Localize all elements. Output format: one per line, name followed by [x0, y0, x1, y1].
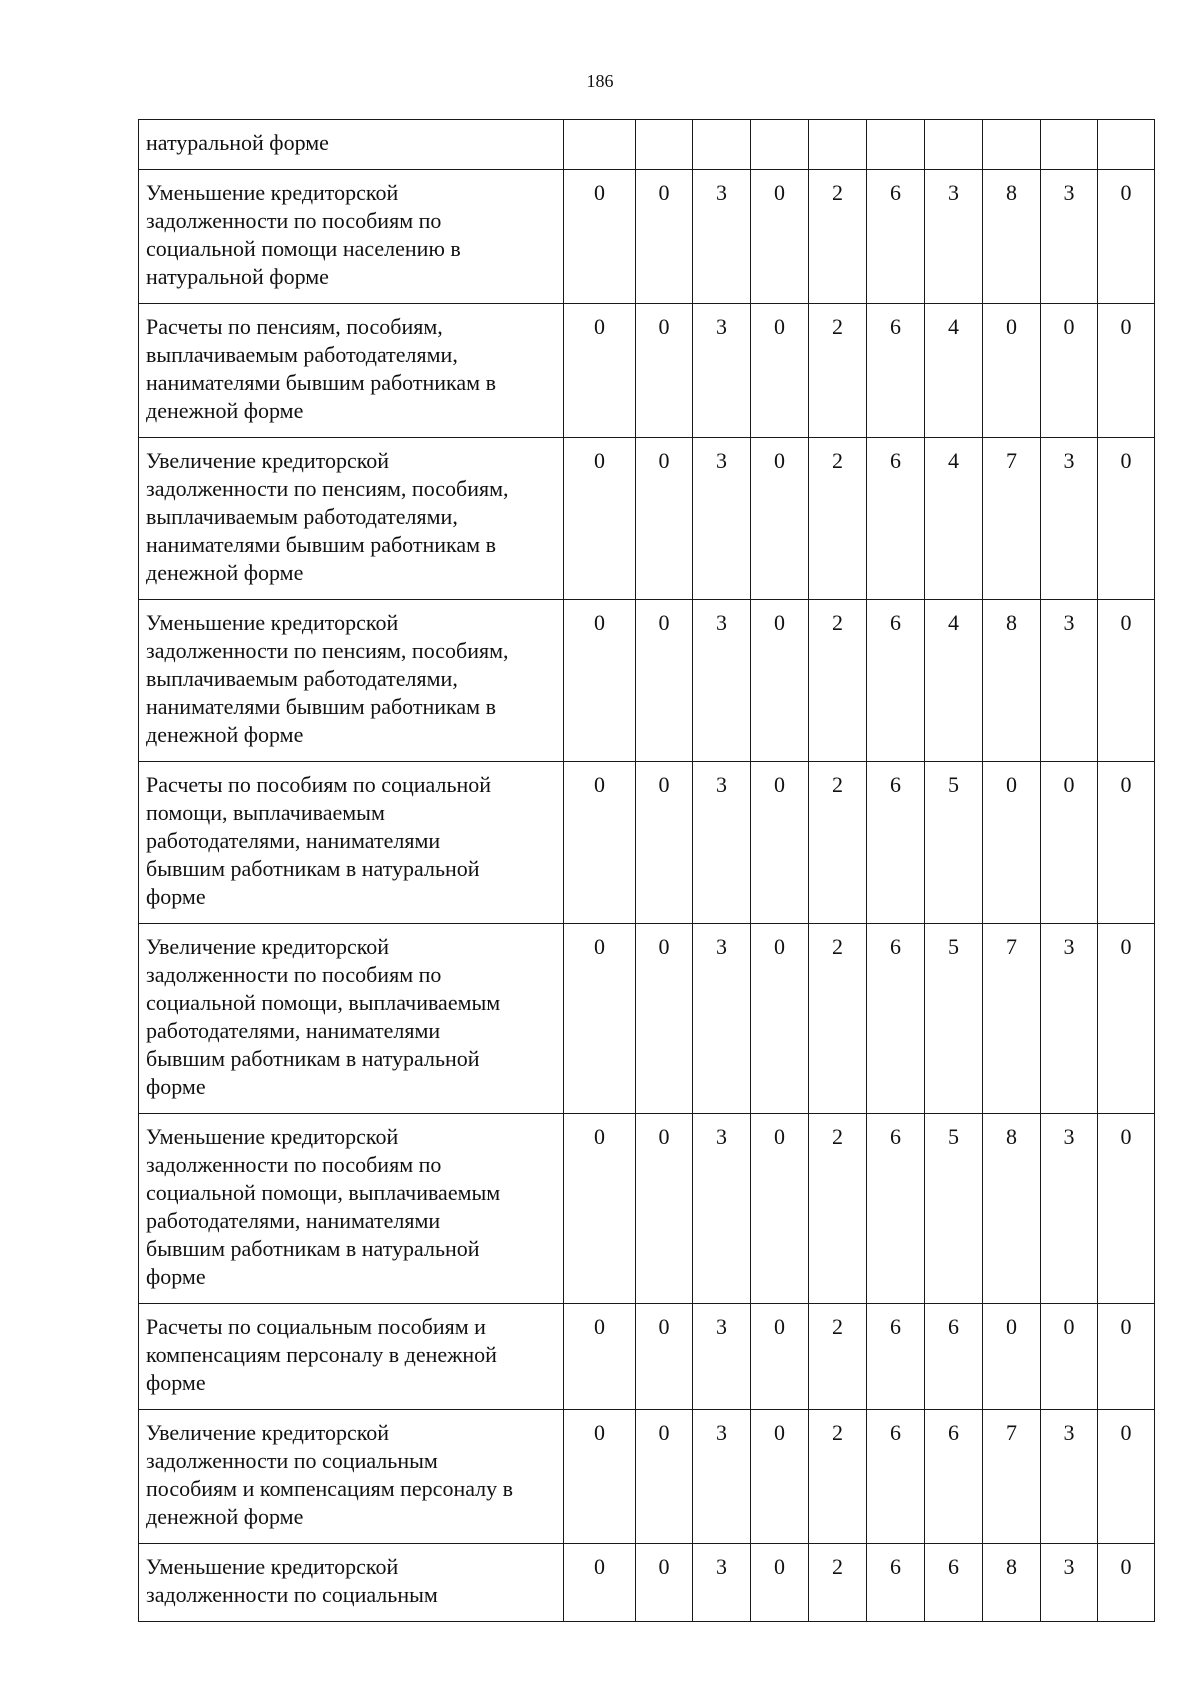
description-line: социальной помощи, выплачиваемым — [146, 990, 501, 1015]
description-line: Увеличение кредиторской — [146, 934, 390, 959]
description-line: бывшим работникам в натуральной — [146, 1236, 480, 1261]
description-line: задолженности по социальным — [146, 1582, 438, 1607]
row-description — [139, 120, 564, 170]
code-digit-cell — [564, 120, 636, 170]
code-digit-cell: 0 — [636, 304, 693, 438]
code-digit-cell: 4 — [925, 304, 983, 438]
code-digit-cell: 0 — [983, 304, 1041, 438]
code-digit-cell: 0 — [751, 304, 809, 438]
code-digit-cell: 0 — [1098, 170, 1155, 304]
description-line: форме — [146, 884, 206, 909]
code-digit-cell: 2 — [809, 924, 867, 1114]
description-line: социальной помощи, выплачиваемым — [146, 1180, 501, 1205]
description-line: задолженности по социальным — [146, 1448, 438, 1473]
code-digit-cell: 0 — [564, 1114, 636, 1304]
code-digit-cell: 6 — [867, 170, 925, 304]
code-digit-cell: 3 — [1041, 170, 1098, 304]
description-line: Уменьшение кредиторской — [146, 180, 399, 205]
code-digit-cell: 0 — [636, 1410, 693, 1544]
code-digit-cell — [925, 120, 983, 170]
code-digit-cell: 8 — [983, 1114, 1041, 1304]
description-line: денежной форме — [146, 398, 304, 423]
description-line: денежной форме — [146, 722, 304, 747]
code-digit-cell: 6 — [867, 1410, 925, 1544]
description-line: задолженности по пенсиям, пособиям, — [146, 476, 509, 501]
description-line: задолженности по пенсиям, пособиям, — [146, 638, 509, 663]
code-digit-cell: 0 — [1041, 1304, 1098, 1410]
row-description — [139, 1114, 564, 1304]
code-digit-cell: 3 — [1041, 600, 1098, 762]
code-digit-cell: 3 — [1041, 1410, 1098, 1544]
code-digit-cell: 0 — [751, 438, 809, 600]
table-row — [139, 600, 1155, 762]
code-digit-cell: 0 — [751, 170, 809, 304]
code-digit-cell: 0 — [564, 1544, 636, 1622]
code-digit-cell: 0 — [751, 1410, 809, 1544]
code-digit-cell: 3 — [693, 1114, 751, 1304]
code-digit-cell: 3 — [1041, 1544, 1098, 1622]
description-line: выплачиваемым работодателями, — [146, 342, 458, 367]
code-digit-cell: 3 — [1041, 1114, 1098, 1304]
table-row — [139, 170, 1155, 304]
code-digit-cell: 0 — [636, 438, 693, 600]
code-digit-cell: 6 — [867, 438, 925, 600]
code-digit-cell — [867, 120, 925, 170]
code-digit-cell: 0 — [1041, 304, 1098, 438]
description-line: Увеличение кредиторской — [146, 448, 390, 473]
code-digit-cell: 6 — [925, 1304, 983, 1410]
code-digit-cell: 6 — [867, 924, 925, 1114]
code-digit-cell: 0 — [983, 762, 1041, 924]
code-digit-cell: 3 — [693, 304, 751, 438]
code-digit-cell: 6 — [867, 600, 925, 762]
row-description — [139, 1410, 564, 1544]
description-line: форме — [146, 1264, 206, 1289]
code-digit-cell: 7 — [983, 1410, 1041, 1544]
description-line: денежной форме — [146, 560, 304, 585]
code-digit-cell: 0 — [983, 1304, 1041, 1410]
code-digit-cell: 2 — [809, 1544, 867, 1622]
description-line: форме — [146, 1074, 206, 1099]
code-digit-cell: 0 — [636, 170, 693, 304]
code-digit-cell: 3 — [693, 1410, 751, 1544]
code-digit-cell: 0 — [1041, 762, 1098, 924]
code-digit-cell: 5 — [925, 924, 983, 1114]
description-line: выплачиваемым работодателями, — [146, 666, 458, 691]
code-digit-cell: 8 — [983, 1544, 1041, 1622]
row-description — [139, 438, 564, 600]
code-digit-cell: 0 — [564, 438, 636, 600]
description-line: Увеличение кредиторской — [146, 1420, 390, 1445]
code-digit-cell: 6 — [925, 1410, 983, 1544]
description-line: Расчеты по социальным пособиям и — [146, 1314, 486, 1339]
code-digit-cell: 3 — [693, 438, 751, 600]
code-digit-cell: 0 — [1098, 600, 1155, 762]
row-description — [139, 1304, 564, 1410]
code-digit-cell: 0 — [564, 1410, 636, 1544]
code-digit-cell: 2 — [809, 1410, 867, 1544]
code-digit-cell: 0 — [564, 304, 636, 438]
code-digit-cell: 7 — [983, 438, 1041, 600]
code-digit-cell: 5 — [925, 1114, 983, 1304]
code-digit-cell: 5 — [925, 762, 983, 924]
description-line: бывшим работникам в натуральной — [146, 856, 480, 881]
row-description — [139, 1544, 564, 1622]
code-digit-cell: 2 — [809, 170, 867, 304]
code-digit-cell: 0 — [564, 600, 636, 762]
code-digit-cell: 0 — [1098, 438, 1155, 600]
table-row — [139, 304, 1155, 438]
code-digit-cell: 0 — [564, 762, 636, 924]
description-line: нанимателями бывшим работникам в — [146, 694, 496, 719]
description-line: денежной форме — [146, 1504, 304, 1529]
description-line: помощи, выплачиваемым — [146, 800, 385, 825]
code-digit-cell: 0 — [636, 600, 693, 762]
page-number: 186 — [586, 71, 614, 91]
code-digit-cell: 6 — [867, 1114, 925, 1304]
description-line: Расчеты по пособиям по социальной — [146, 772, 492, 797]
code-digit-cell: 2 — [809, 762, 867, 924]
description-line: Уменьшение кредиторской — [146, 1554, 399, 1579]
code-digit-cell: 0 — [751, 762, 809, 924]
code-digit-cell: 0 — [1098, 1544, 1155, 1622]
code-digit-cell: 4 — [925, 438, 983, 600]
code-digit-cell: 3 — [693, 1304, 751, 1410]
description-line: нанимателями бывшим работникам в — [146, 532, 496, 557]
code-digit-cell: 3 — [1041, 924, 1098, 1114]
code-digit-cell — [693, 120, 751, 170]
table-row — [139, 438, 1155, 600]
row-description — [139, 304, 564, 438]
description-line: натуральной форме — [146, 264, 329, 289]
description-line: пособиям и компенсациям персоналу в — [146, 1476, 514, 1501]
table-row — [139, 1114, 1155, 1304]
description-line: Расчеты по пенсиям, пособиям, — [146, 314, 443, 339]
description-line: социальной помощи населению в — [146, 236, 461, 261]
code-digit-cell: 0 — [564, 1304, 636, 1410]
code-digit-cell: 0 — [1098, 1410, 1155, 1544]
row-description — [139, 170, 564, 304]
code-digit-cell: 3 — [693, 924, 751, 1114]
code-digit-cell: 4 — [925, 600, 983, 762]
description-line: нанимателями бывшим работникам в — [146, 370, 496, 395]
code-digit-cell: 2 — [809, 1114, 867, 1304]
description-line: задолженности по пособиям по — [146, 962, 442, 987]
table-row — [139, 924, 1155, 1114]
code-digit-cell: 0 — [1098, 1114, 1155, 1304]
code-digit-cell: 0 — [636, 1114, 693, 1304]
code-digit-cell — [751, 120, 809, 170]
description-line: Уменьшение кредиторской — [146, 610, 399, 635]
code-digit-cell: 0 — [636, 762, 693, 924]
code-digit-cell: 0 — [636, 1304, 693, 1410]
code-digit-cell: 0 — [751, 924, 809, 1114]
table-row — [139, 1304, 1155, 1410]
code-digit-cell: 3 — [693, 1544, 751, 1622]
table-row — [139, 762, 1155, 924]
table-row — [139, 1410, 1155, 1544]
code-digit-cell: 7 — [983, 924, 1041, 1114]
code-digit-cell: 0 — [1098, 304, 1155, 438]
code-digit-cell — [636, 120, 693, 170]
code-digit-cell: 0 — [636, 924, 693, 1114]
code-digit-cell — [1098, 120, 1155, 170]
code-digit-cell: 0 — [1098, 762, 1155, 924]
code-digit-cell: 0 — [751, 1304, 809, 1410]
code-digit-cell: 6 — [925, 1544, 983, 1622]
description-line: форме — [146, 1370, 206, 1395]
table-row — [139, 1544, 1155, 1622]
description-line: работодателями, нанимателями — [146, 1018, 441, 1043]
code-digit-cell: 0 — [564, 170, 636, 304]
row-description — [139, 762, 564, 924]
code-digit-cell — [983, 120, 1041, 170]
code-digit-cell — [1041, 120, 1098, 170]
code-digit-cell: 2 — [809, 438, 867, 600]
code-digit-cell: 2 — [809, 600, 867, 762]
description-line: Уменьшение кредиторской — [146, 1124, 399, 1149]
code-digit-cell: 3 — [693, 762, 751, 924]
code-digit-cell: 6 — [867, 1304, 925, 1410]
code-digit-cell: 0 — [751, 600, 809, 762]
code-digit-cell: 3 — [693, 600, 751, 762]
code-digit-cell: 0 — [751, 1114, 809, 1304]
code-digit-cell: 8 — [983, 170, 1041, 304]
code-digit-cell: 6 — [867, 762, 925, 924]
row-description — [139, 600, 564, 762]
description-line: работодателями, нанимателями — [146, 1208, 441, 1233]
code-digit-cell: 2 — [809, 304, 867, 438]
code-digit-cell: 0 — [564, 924, 636, 1114]
description-line: натуральной форме — [146, 130, 329, 155]
description-line: компенсациям персоналу в денежной — [146, 1342, 497, 1367]
row-description — [139, 924, 564, 1114]
description-line: задолженности по пособиям по — [146, 208, 442, 233]
code-digit-cell: 8 — [983, 600, 1041, 762]
code-digit-cell: 2 — [809, 1304, 867, 1410]
code-digit-cell: 6 — [867, 1544, 925, 1622]
code-digit-cell: 3 — [1041, 438, 1098, 600]
code-digit-cell — [809, 120, 867, 170]
table-row — [139, 120, 1155, 170]
code-digit-cell: 0 — [636, 1544, 693, 1622]
code-digit-cell: 0 — [751, 1544, 809, 1622]
description-line: бывшим работникам в натуральной — [146, 1046, 480, 1071]
account-code-table — [138, 119, 1155, 1622]
description-line: работодателями, нанимателями — [146, 828, 441, 853]
description-line: выплачиваемым работодателями, — [146, 504, 458, 529]
code-digit-cell: 6 — [867, 304, 925, 438]
code-digit-cell: 0 — [1098, 1304, 1155, 1410]
code-digit-cell: 3 — [925, 170, 983, 304]
code-digit-cell: 0 — [1098, 924, 1155, 1114]
code-digit-cell: 3 — [693, 170, 751, 304]
description-line: задолженности по пособиям по — [146, 1152, 442, 1177]
